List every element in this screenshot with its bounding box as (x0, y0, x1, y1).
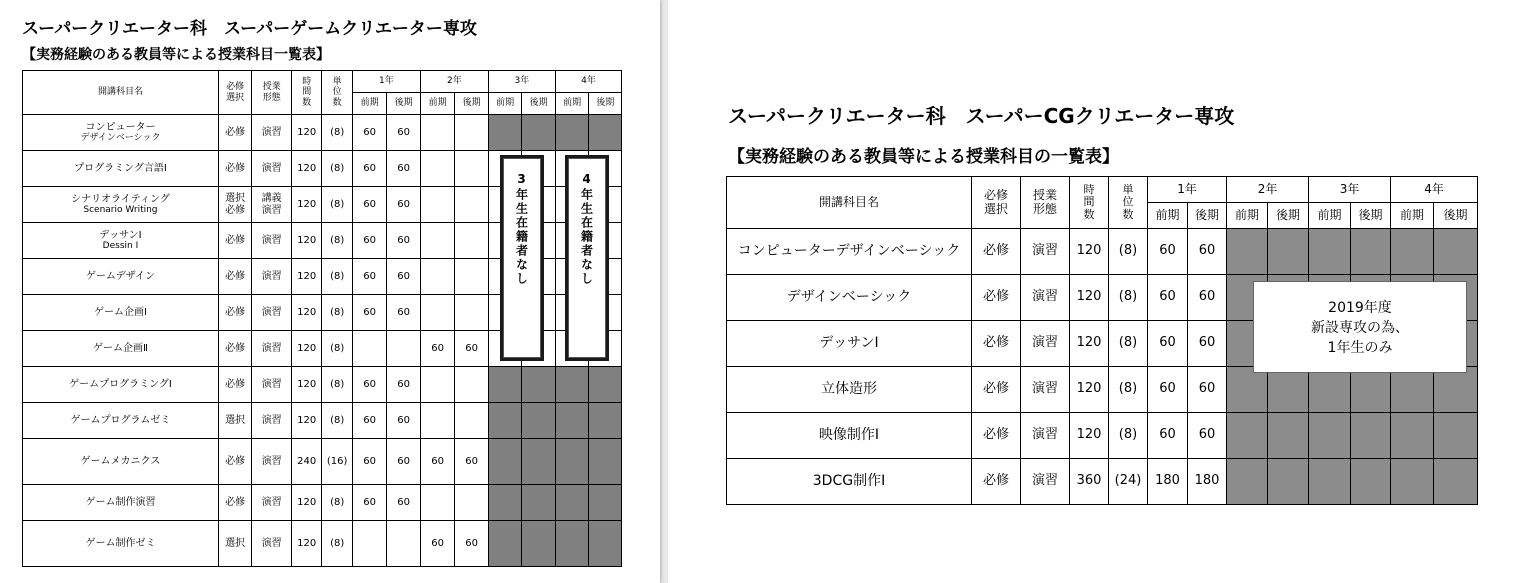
header-year3: 3年 (488, 71, 555, 93)
shaded-cell (1434, 367, 1478, 413)
shaded-cell (1227, 367, 1268, 413)
header-y2-first: 前期 (1227, 203, 1268, 229)
shaded-cell (555, 115, 588, 151)
table-row (727, 459, 1478, 505)
cell-credits: (8) (322, 223, 352, 259)
cell-y1b: 60 (1188, 367, 1227, 413)
cell-y1a (352, 331, 387, 367)
header-year4: 4年 (1391, 177, 1478, 203)
year3-notice-text: 3年生在籍者なし (514, 172, 529, 286)
header-year3: 3年 (1309, 177, 1391, 203)
cell-hours: 120 (291, 295, 321, 331)
cell-y2a (420, 403, 455, 439)
cell-y2b (455, 403, 489, 439)
cell-fmt: 演習 (1021, 367, 1070, 413)
right-document-page (668, 0, 1523, 583)
course-name-text: シナリオライティング (71, 193, 170, 205)
course-name (23, 439, 219, 485)
shaded-cell (522, 485, 556, 521)
cell-y1b: 60 (387, 259, 421, 295)
cell-y2a (420, 223, 455, 259)
course-name-text: ゲームプログラムゼミ (70, 414, 171, 426)
cell-y2a (420, 151, 455, 187)
cell-hours: 240 (291, 439, 321, 485)
cell-y1b: 180 (1188, 459, 1227, 505)
shaded-cell (1268, 459, 1309, 505)
cell-credits: (8) (1109, 321, 1148, 367)
cell-fmt: 演習 (1021, 321, 1070, 367)
cell-hours: 120 (291, 403, 321, 439)
cell-hours: 120 (291, 223, 321, 259)
course-name: デッサンⅠ (727, 321, 972, 367)
cell-req: 必修 (218, 367, 251, 403)
header-y4-first: 前期 (1391, 203, 1434, 229)
table-row (727, 229, 1478, 275)
left-document-page (0, 0, 660, 583)
shaded-cell (1351, 229, 1391, 275)
cell-req: 必修 (218, 295, 251, 331)
course-name-text: デッサンⅠ (99, 229, 142, 241)
header-y3-first: 前期 (1309, 203, 1351, 229)
course-name-text: コンピューター (85, 121, 156, 133)
course-name (23, 151, 219, 187)
cell-y1a: 60 (1148, 229, 1188, 275)
shaded-cell (522, 403, 556, 439)
shaded-cell (555, 485, 588, 521)
course-name (23, 521, 219, 567)
cell-y2b (455, 187, 489, 223)
cell-y1b: 60 (387, 115, 421, 151)
year4-notice-box (565, 155, 609, 361)
header-y4-second: 後期 (1434, 203, 1478, 229)
shaded-cell (1391, 413, 1434, 459)
cell-y1b: 60 (1188, 321, 1227, 367)
cell-y1a: 60 (1148, 413, 1188, 459)
cell-y2b (455, 151, 489, 187)
table-row (727, 413, 1478, 459)
cell-y1b: 60 (387, 295, 421, 331)
course-name (23, 295, 219, 331)
header-subject: 開講科目名 (23, 71, 219, 115)
cell-y1a: 60 (1148, 321, 1188, 367)
year4-notice-text: 4年生在籍者なし (579, 172, 594, 286)
course-name-text: ゲームプログラミングⅠ (69, 378, 172, 390)
cell-credits: (8) (1109, 275, 1148, 321)
header-credits: 単 位 数 (1109, 177, 1148, 229)
cell-hours: 120 (291, 115, 321, 151)
header-format: 授業 形態 (1021, 177, 1070, 229)
header-y1-first: 前期 (352, 93, 387, 115)
cell-req: 必修 (972, 321, 1021, 367)
shaded-cell (1391, 229, 1434, 275)
shaded-cell (555, 521, 588, 567)
cell-y1b: 60 (387, 367, 421, 403)
cell-y2b (455, 485, 489, 521)
course-name-text: ゲームデザイン (85, 270, 156, 282)
cell-y2b (455, 115, 489, 151)
shaded-cell (1434, 229, 1478, 275)
right-page-subtitle: 【実務経験のある教員等による授業科目の一覧表】 (728, 147, 1119, 167)
header-subject: 開講科目名 (727, 177, 972, 229)
cell-y2a (420, 259, 455, 295)
cell-req: 必修 (218, 115, 251, 151)
cell-y1b: 60 (1188, 229, 1227, 275)
cell-y2a (420, 115, 455, 151)
cell-y2a (420, 485, 455, 521)
table-row (23, 115, 622, 151)
cell-hours: 120 (1070, 275, 1109, 321)
cell-hours: 120 (1070, 321, 1109, 367)
course-name-text: プログラミング言語Ⅰ (74, 162, 167, 174)
cell-y1a: 180 (1148, 459, 1188, 505)
cell-req: 必修 (972, 275, 1021, 321)
shaded-cell (1309, 229, 1351, 275)
cell-fmt: 演習 (252, 485, 292, 521)
cell-y1a: 60 (1148, 367, 1188, 413)
cell-y1b: 60 (1188, 413, 1227, 459)
cell-credits: (24) (1109, 459, 1148, 505)
shaded-cell (589, 403, 622, 439)
cell-hours: 120 (291, 367, 321, 403)
table-row (23, 521, 622, 567)
cell-y2b (455, 367, 489, 403)
course-name: 3DCG制作Ⅰ (727, 459, 972, 505)
course-name: 立体造形 (727, 367, 972, 413)
cell-fmt: 演習 (252, 331, 292, 367)
header-format: 授業 形態 (252, 71, 292, 115)
cell-fmt: 演習 (252, 295, 292, 331)
cell-hours: 120 (291, 331, 321, 367)
shaded-cell (1351, 413, 1391, 459)
cell-y2a: 60 (420, 521, 455, 567)
cell-y2b: 60 (455, 331, 489, 367)
cell-credits: (8) (322, 403, 352, 439)
table-row (23, 403, 622, 439)
shaded-cell (522, 521, 556, 567)
cell-y1a: 60 (352, 223, 387, 259)
shaded-cell (1227, 459, 1268, 505)
cell-hours: 120 (291, 187, 321, 223)
cell-y1b (387, 331, 421, 367)
cell-fmt: 演習 (252, 115, 292, 151)
header-y1-first: 前期 (1148, 203, 1188, 229)
header-y1-second: 後期 (1188, 203, 1227, 229)
table-row (23, 367, 622, 403)
shaded-cell (1227, 413, 1268, 459)
cell-y2b: 60 (455, 439, 489, 485)
cell-req: 必修 (972, 459, 1021, 505)
shaded-cell (555, 367, 588, 403)
cell-fmt: 演習 (1021, 275, 1070, 321)
cell-req: 必修 (972, 367, 1021, 413)
cell-y1a: 60 (352, 151, 387, 187)
course-name-subtext: Dessin Ⅰ (102, 241, 139, 252)
cell-credits: (8) (322, 521, 352, 567)
cell-hours: 120 (1070, 413, 1109, 459)
cell-req: 必修 (218, 439, 251, 485)
cell-credits: (8) (322, 295, 352, 331)
table-row (23, 485, 622, 521)
course-name-text: ゲームメカニクス (80, 455, 161, 467)
cell-y1a: 60 (1148, 275, 1188, 321)
cell-credits: (8) (322, 187, 352, 223)
cell-req: 選択 必修 (218, 187, 251, 223)
cell-y2a (420, 367, 455, 403)
shaded-cell (488, 521, 521, 567)
shaded-cell (1268, 367, 1309, 413)
shaded-cell (1309, 367, 1351, 413)
shaded-cell (589, 485, 622, 521)
shaded-cell (522, 439, 556, 485)
cell-req: 必修 (972, 413, 1021, 459)
course-name-subtext: デザインベーシック (80, 133, 161, 144)
cell-fmt: 演習 (252, 223, 292, 259)
header-year1: 1年 (352, 71, 420, 93)
course-name: デザインベーシック (727, 275, 972, 321)
cell-y1b: 60 (1188, 275, 1227, 321)
shaded-cell (589, 521, 622, 567)
cell-y1a: 60 (352, 367, 387, 403)
cell-req: 選択 (218, 403, 251, 439)
header-year4: 4年 (555, 71, 621, 93)
course-name-subtext: Scenario Writing (83, 205, 158, 216)
cell-y2b: 60 (455, 521, 489, 567)
cell-y1b: 60 (387, 439, 421, 485)
shaded-cell (1309, 413, 1351, 459)
shaded-cell (589, 367, 622, 403)
cell-credits: (8) (322, 331, 352, 367)
course-name-text: ゲーム企画Ⅱ (93, 342, 148, 354)
shaded-cell (1268, 229, 1309, 275)
course-name (23, 259, 219, 295)
course-name: コンピューターデザインベーシック (727, 229, 972, 275)
cell-credits: (16) (322, 439, 352, 485)
cell-req: 必修 (218, 485, 251, 521)
header-year2: 2年 (1227, 177, 1309, 203)
course-name (23, 403, 219, 439)
cell-credits: (8) (322, 485, 352, 521)
shaded-cell (1227, 229, 1268, 275)
cell-y1a: 60 (352, 259, 387, 295)
table-row (727, 367, 1478, 413)
course-name: 映像制作Ⅰ (727, 413, 972, 459)
header-y4-first: 前期 (555, 93, 588, 115)
cell-y2a: 60 (420, 331, 455, 367)
cell-y1a: 60 (352, 115, 387, 151)
cell-credits: (8) (322, 367, 352, 403)
course-name (23, 223, 219, 259)
header-required: 必修 選択 (218, 71, 251, 115)
course-name (23, 331, 219, 367)
course-name-text: ゲーム企画Ⅰ (93, 306, 147, 318)
header-y1-second: 後期 (387, 93, 421, 115)
cell-y1a: 60 (352, 439, 387, 485)
cell-fmt: 演習 (252, 367, 292, 403)
cell-req: 必修 (218, 331, 251, 367)
note-line-3: 1年生のみ (1327, 340, 1393, 356)
course-name (23, 485, 219, 521)
cell-y1b: 60 (387, 403, 421, 439)
cell-y1b (387, 521, 421, 567)
shaded-cell (488, 485, 521, 521)
cell-credits: (8) (322, 151, 352, 187)
header-y4-second: 後期 (589, 93, 622, 115)
cell-fmt: 演習 (252, 521, 292, 567)
header-required: 必修 選択 (972, 177, 1021, 229)
cell-hours: 120 (291, 485, 321, 521)
shaded-cell (1391, 459, 1434, 505)
cell-y1a: 60 (352, 485, 387, 521)
cell-hours: 360 (1070, 459, 1109, 505)
cell-fmt: 演習 (1021, 229, 1070, 275)
cell-fmt: 演習 (252, 259, 292, 295)
year3-notice-box (500, 155, 544, 361)
cell-y2a (420, 295, 455, 331)
shaded-cell (488, 439, 521, 485)
cell-hours: 120 (291, 151, 321, 187)
shaded-cell (1391, 367, 1434, 413)
cell-req: 必修 (972, 229, 1021, 275)
course-name-text: ゲーム制作演習 (85, 496, 156, 508)
cell-credits: (8) (1109, 367, 1148, 413)
new-major-note (1253, 281, 1467, 373)
cell-fmt: 演習 (252, 151, 292, 187)
cell-y2b (455, 295, 489, 331)
cell-req: 必修 (218, 223, 251, 259)
shaded-cell (522, 115, 556, 151)
header-y2-first: 前期 (420, 93, 455, 115)
cell-y1b: 60 (387, 485, 421, 521)
shaded-cell (522, 367, 556, 403)
header-credits: 単 位 数 (322, 71, 352, 115)
header-y3-second: 後期 (522, 93, 556, 115)
cell-req: 選択 (218, 521, 251, 567)
cell-hours: 120 (291, 521, 321, 567)
cell-credits: (8) (322, 259, 352, 295)
shaded-cell (488, 115, 521, 151)
shaded-cell (1351, 367, 1391, 413)
shaded-cell (1434, 459, 1478, 505)
cell-y1a: 60 (352, 295, 387, 331)
cell-hours: 120 (1070, 229, 1109, 275)
cell-hours: 120 (291, 259, 321, 295)
cell-req: 必修 (218, 259, 251, 295)
cell-y2b (455, 223, 489, 259)
cell-fmt: 演習 (1021, 413, 1070, 459)
cell-fmt: 演習 (252, 403, 292, 439)
shaded-cell (589, 439, 622, 485)
header-y2-second: 後期 (455, 93, 489, 115)
cell-fmt: 演習 (252, 439, 292, 485)
course-name (23, 187, 219, 223)
cell-y1b: 60 (387, 223, 421, 259)
cell-fmt: 講義 演習 (252, 187, 292, 223)
shaded-cell (1268, 413, 1309, 459)
shaded-cell (555, 403, 588, 439)
table-row (23, 439, 622, 485)
header-hours: 時 間 数 (291, 71, 321, 115)
cell-credits: (8) (1109, 413, 1148, 459)
cell-fmt: 演習 (1021, 459, 1070, 505)
course-name (23, 367, 219, 403)
header-hours: 時 間 数 (1070, 177, 1109, 229)
cell-y2a (420, 187, 455, 223)
cell-y2b (455, 259, 489, 295)
note-line-2: 新設専攻の為、 (1311, 320, 1409, 336)
shaded-cell (555, 439, 588, 485)
right-page-title: スーパークリエーター科 スーパーCGクリエーター専攻 (728, 104, 1235, 128)
header-year1: 1年 (1148, 177, 1227, 203)
cell-y1b: 60 (387, 187, 421, 223)
cell-y1a: 60 (352, 187, 387, 223)
cell-y1b: 60 (387, 151, 421, 187)
cell-credits: (8) (322, 115, 352, 151)
left-page-subtitle: 【実務経験のある教員等による授業科目一覧表】 (22, 47, 330, 63)
cell-y1a (352, 521, 387, 567)
shaded-cell (1351, 459, 1391, 505)
shaded-cell (1309, 459, 1351, 505)
left-page-title: スーパークリエーター科 スーパーゲームクリエーター専攻 (22, 19, 477, 39)
course-name-text: ゲーム制作ゼミ (85, 537, 156, 549)
shaded-cell (1434, 413, 1478, 459)
course-name (23, 115, 219, 151)
shaded-cell (488, 367, 521, 403)
cell-credits: (8) (1109, 229, 1148, 275)
shaded-cell (589, 115, 622, 151)
cell-req: 必修 (218, 151, 251, 187)
cell-hours: 120 (1070, 367, 1109, 413)
header-year2: 2年 (420, 71, 488, 93)
cell-y2a: 60 (420, 439, 455, 485)
header-y2-second: 後期 (1268, 203, 1309, 229)
header-y3-first: 前期 (488, 93, 521, 115)
header-y3-second: 後期 (1351, 203, 1391, 229)
shaded-cell (488, 403, 521, 439)
cell-y1a: 60 (352, 403, 387, 439)
note-line-1: 2019年度 (1328, 300, 1392, 316)
